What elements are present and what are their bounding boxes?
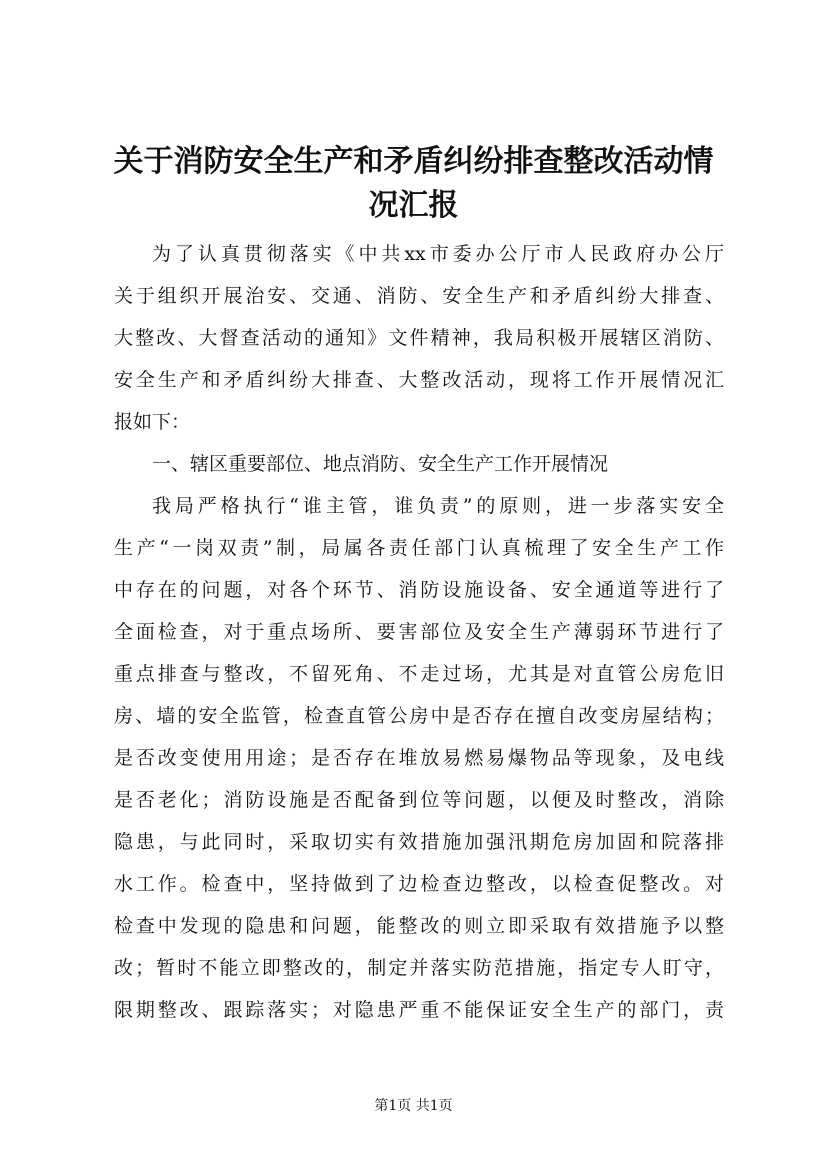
section-heading: 一、辖区重要部位、地点消防、安全生产工作开展情况 [152,453,609,475]
body-line: 房、墙的安全监管，检查直管公房中是否存在擅自改变房屋结构； [114,705,724,727]
page-footer [0,1096,827,1116]
body-line: 我局严格执行“谁主管，谁负责”的原则，进一步落实安全 [152,495,724,517]
document-body [114,233,724,1031]
body-line: 改；暂时不能立即整改的，制定并落实防范措施，指定专人盯守， [114,957,724,979]
body-line: 关于组织开展治安、交通、消防、安全生产和矛盾纠纷大排查、 [114,285,724,307]
body-line: 为了认真贯彻落实《中共xx市委办公厅市人民政府办公厅 [152,243,724,265]
body-line: 隐患，与此同时，采取切实有效措施加强汛期危房加固和院落排 [114,831,724,853]
page-number: 第1页 共1页 [374,1098,453,1114]
body-line: 中存在的问题，对各个环节、消防设施设备、安全通道等进行了 [114,579,724,601]
body-line: 大整改、大督查活动的通知》文件精神，我局积极开展辖区消防、 [114,327,724,349]
body-line: 检查中发现的隐患和问题，能整改的则立即采取有效措施予以整 [114,915,724,937]
body-line: 重点排查与整改，不留死角、不走过场，尤其是对直管公房危旧 [114,663,724,685]
title-line: 关于消防安全生产和矛盾纠纷排查整改活动情 [113,144,714,179]
body-line: 水工作。检查中，坚持做到了边检查边整改，以检查促整改。对 [114,873,724,895]
title-line: 况汇报 [368,188,459,223]
body-line: 安全生产和矛盾纠纷大排查、大整改活动，现将工作开展情况汇 [114,369,724,391]
body-line: 报如下： [114,411,191,433]
body-line: 限期整改、跟踪落实；对隐患严重不能保证安全生产的部门，责 [114,999,724,1021]
body-line: 是否老化；消防设施是否配备到位等问题，以便及时整改，消除 [114,789,724,811]
body-line: 生产“一岗双责”制，局属各责任部门认真梳理了安全生产工作 [114,537,724,559]
body-line: 全面检查，对于重点场所、要害部位及安全生产薄弱环节进行了 [114,621,724,643]
body-line: 是否改变使用用途；是否存在堆放易燃易爆物品等现象，及电线 [114,747,724,769]
document-title [100,140,727,228]
